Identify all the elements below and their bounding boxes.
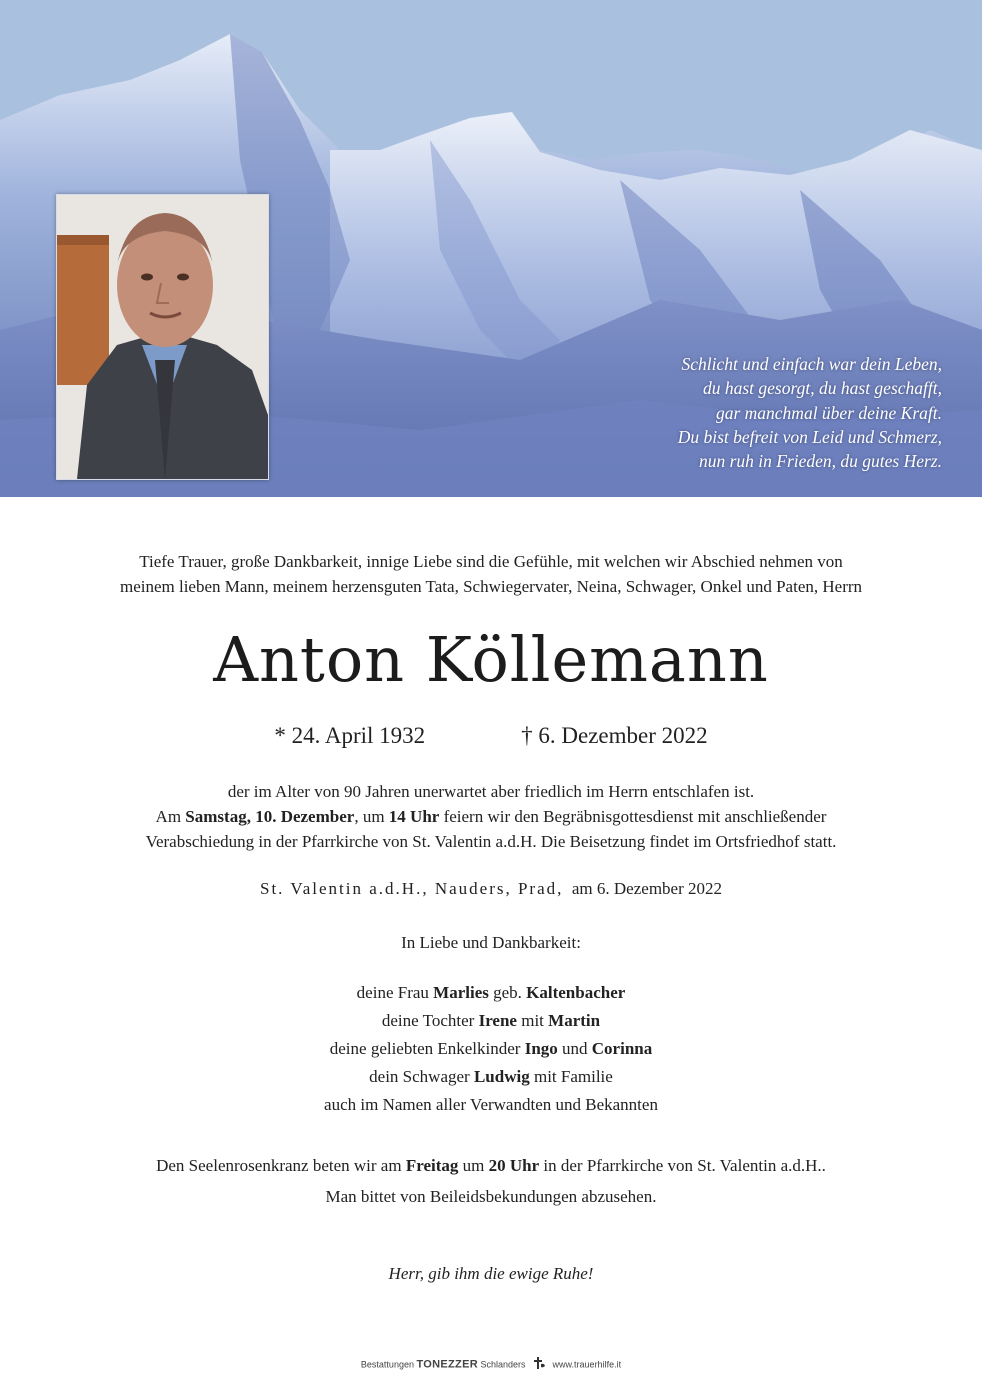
- footer-prefix: Bestattungen: [360, 1359, 414, 1370]
- place-date: [0, 876, 982, 901]
- header-banner: [0, 0, 982, 497]
- rosary-notice: [0, 1150, 982, 1212]
- family-line: deine Frau Marlies geb. Kaltenbacher: [356, 983, 626, 1002]
- portrait-image: [57, 195, 268, 479]
- rosary-line: Den Seelenrosenkranz beten wir am Freitag um 20 Uhr in der Pfarrkirche von St. Valentin a.d.H..: [156, 1156, 826, 1175]
- closing-prayer: Herr, gib ihm die ewige Ruhe!: [388, 1264, 594, 1283]
- funeral-day: Samstag, 10. Dezember: [185, 807, 355, 826]
- family-line: dein Schwager Ludwig mit Familie: [369, 1067, 613, 1086]
- notice-date: am 6. Dezember 2022: [571, 879, 723, 898]
- poem-verse: [522, 352, 942, 473]
- towns: St. Valentin a.d.H., Nauders, Prad,: [259, 879, 564, 898]
- death-date: † 6. Dezember 2022: [521, 723, 708, 748]
- deceased-name: Anton Köllemann: [213, 623, 769, 696]
- poem-line: du hast gesorgt, du hast geschafft,: [702, 378, 942, 399]
- funeral-details: [0, 779, 982, 854]
- footer-town: Schlanders: [480, 1359, 526, 1370]
- intro-line: Tiefe Trauer, große Dankbarkeit, innige Liebe sind die Gefühle, mit welchen wir Abschied nehmen von: [139, 552, 843, 571]
- footer-url[interactable]: www.trauerhilfe.it: [552, 1359, 622, 1370]
- life-dates: [0, 720, 982, 752]
- intro-text: [0, 549, 982, 599]
- love-gratitude-line: In Liebe und Dankbarkeit:: [401, 933, 581, 952]
- family-list: [0, 979, 982, 1119]
- poem-line: Schlicht und einfach war dein Leben,: [681, 354, 942, 374]
- birth-date: * 24. April 1932: [274, 723, 426, 748]
- details-line: Am Samstag, 10. Dezember, um 14 Uhr feiern wir den Begräbnisgottesdienst mit anschließender: [155, 807, 827, 826]
- poem-line: gar manchmal über deine Kraft.: [715, 402, 942, 423]
- details-line: Verabschiedung in der Pfarrkirche von St. Valentin a.d.H. Die Beisetzung findet im Ortsfriedhof statt.: [145, 832, 837, 851]
- cross-logo-icon: [532, 1357, 546, 1373]
- portrait-photo: [56, 194, 269, 480]
- family-line: deine Tochter Irene mit Martin: [381, 1011, 601, 1030]
- footer: [0, 1357, 982, 1373]
- poem-line: nun ruh in Frieden, du gutes Herz.: [698, 451, 942, 472]
- poem-line: Du bist befreit von Leid und Schmerz,: [677, 426, 942, 447]
- intro-line: meinem lieben Mann, meinem herzensguten Tata, Schwiegervater, Neina, Schwager, Onkel und Paten, Herrn: [119, 577, 863, 596]
- family-line: deine geliebten Enkelkinder Ingo und Corinna: [329, 1039, 653, 1058]
- funeral-time: 14 Uhr: [388, 807, 440, 826]
- condolence-note: Man bittet von Beileidsbekundungen abzusehen.: [325, 1187, 657, 1206]
- details-line: der im Alter von 90 Jahren unerwartet aber friedlich im Herrn entschlafen ist.: [227, 782, 755, 801]
- family-line: auch im Namen aller Verwandten und Bekannten: [324, 1095, 658, 1114]
- footer-brand: TONEZZER: [416, 1358, 478, 1371]
